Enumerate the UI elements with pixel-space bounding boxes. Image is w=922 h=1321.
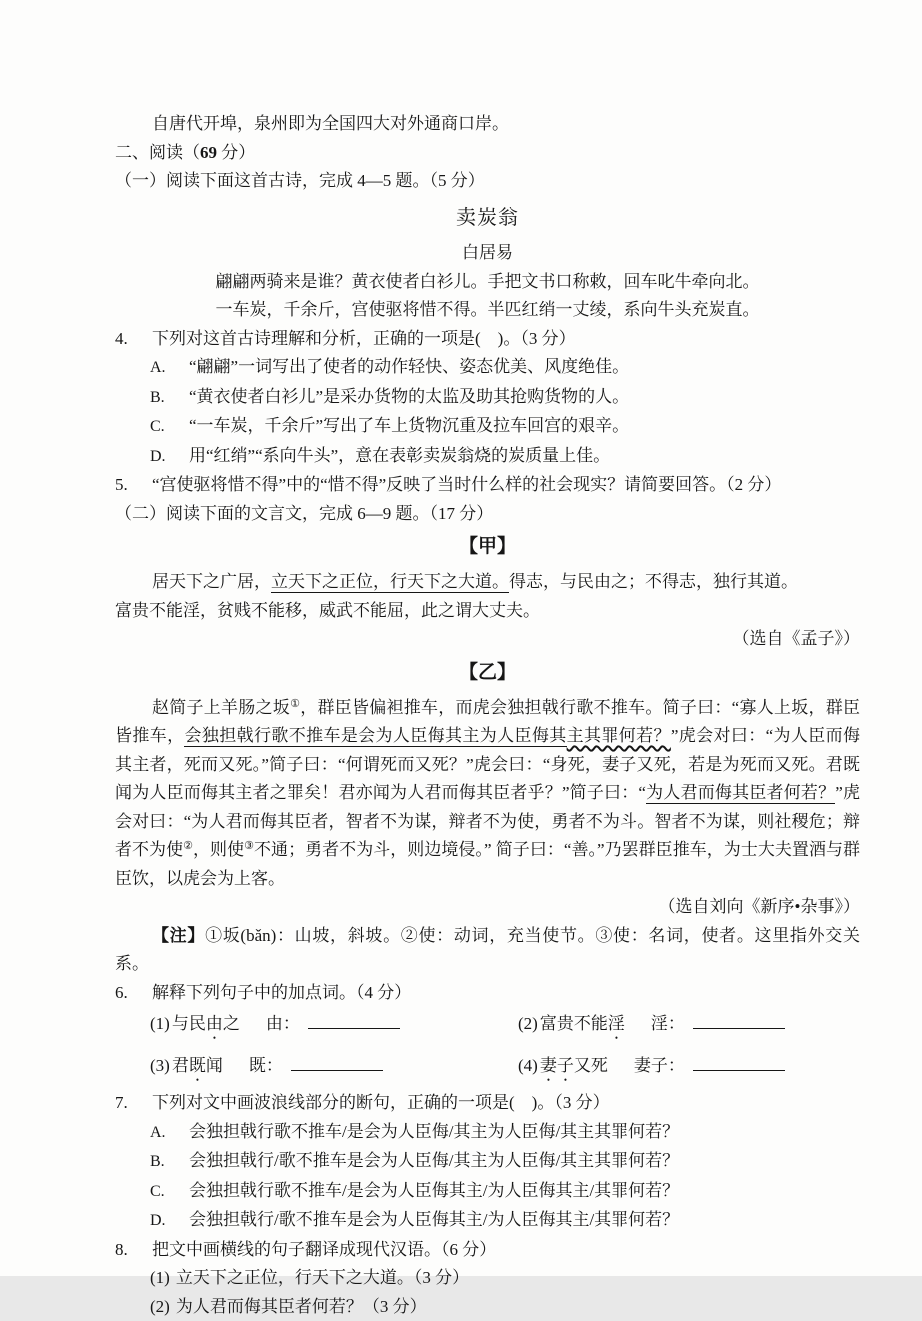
question-7 bbox=[115, 1089, 860, 1118]
option-letter: B. bbox=[150, 384, 189, 413]
option-text: “翩翩”一词写出了使者的动作轻快、姿态优美、风度绝佳。 bbox=[189, 353, 629, 382]
option-text: 会独担戟行歌不推车/是会为人臣侮/其主为人臣侮/其主其罪何若？ bbox=[189, 1118, 679, 1147]
item-phrase: 又死 bbox=[574, 1056, 608, 1075]
section-two-suffix: 分） bbox=[217, 143, 255, 162]
question-7-option-c bbox=[115, 1177, 860, 1207]
answer-blank bbox=[291, 1055, 383, 1071]
option-text: “一车炭，千余斤”写出了车上货物沉重及拉车回宫的艰辛。 bbox=[189, 412, 629, 441]
item-term: 由： bbox=[266, 1014, 300, 1033]
jia-segment: 富贵不能淫，贫贱不能移，威武不能屈，此之谓大丈夫。 bbox=[115, 601, 540, 620]
jia-segment: 得志，与民由之；不得志，独行其道。 bbox=[509, 572, 798, 591]
answer-blank bbox=[693, 1055, 785, 1071]
option-letter: D. bbox=[150, 1207, 189, 1236]
item-phrase: 与民 bbox=[172, 1014, 206, 1033]
emphasized-char: 妻子 bbox=[540, 1056, 574, 1075]
item-phrase: 君 bbox=[172, 1056, 189, 1075]
yi-segment: ”虎会对曰：“为人臣而侮其主者，死而又死。”简子曰：“何谓死而又死？”虎会曰：“身死，妻子又死，若是为死而又死。君既闻为人臣而侮其主者之罪矣！君亦闻为人君而侮其臣者乎？”简子曰：“ bbox=[115, 726, 860, 802]
question-5-number: 5. bbox=[115, 471, 152, 500]
question-7-option-b bbox=[115, 1147, 860, 1177]
option-letter: A. bbox=[150, 1119, 189, 1148]
passage-jia-header: 【甲】 bbox=[115, 531, 860, 563]
option-text: 用“红绡”“系向牛头”，意在表彰卖炭翁烧的炭质量上佳。 bbox=[189, 442, 610, 471]
yi-segment: 不通；勇者不为斗，则边境侵。” 简子曰：“善。”乃罢群臣推车，为士大夫置酒与群臣饮，以虎会为上客。 bbox=[115, 840, 860, 888]
poem-title: 卖炭翁 bbox=[115, 201, 860, 235]
passage-jia-source: （选自《孟子》） bbox=[115, 625, 860, 654]
option-letter: C. bbox=[150, 1178, 189, 1207]
footnote-marker-2: ② bbox=[183, 840, 193, 852]
item-phrase: 富贵不能 bbox=[540, 1014, 608, 1033]
passage-yi-header: 【乙】 bbox=[115, 657, 860, 689]
question-7-option-a bbox=[115, 1118, 860, 1148]
item-label: (2) bbox=[150, 1297, 170, 1316]
question-7-number: 7. bbox=[115, 1089, 152, 1118]
answer-blank bbox=[693, 1013, 785, 1029]
yi-segment: 赵简子上羊肠之坂 bbox=[152, 698, 290, 717]
question-8-stem: 把文中画横线的句子翻译成现代汉语。（6 分） bbox=[152, 1236, 860, 1265]
item-phrase: 闻 bbox=[206, 1056, 223, 1075]
question-5-stem: “宫使驱将惜不得”中的“惜不得”反映了当时什么样的社会现实？请简要回答。（2 分） bbox=[152, 471, 860, 500]
jia-segment: 居天下之广居， bbox=[152, 572, 271, 591]
question-8 bbox=[115, 1236, 860, 1265]
poem-line: 一车炭，千余斤，宫使驱将惜不得。半匹红绡一丈绫，系向牛头充炭直。 bbox=[115, 296, 860, 325]
yi-segment: ，则使 bbox=[193, 840, 244, 859]
footnote-marker-1: ① bbox=[290, 698, 300, 710]
question-8-number: 8. bbox=[115, 1236, 152, 1265]
question-6-item-1 bbox=[150, 1010, 518, 1043]
part-one-heading: （一）阅读下面这首古诗，完成 4—5 题。（5 分） bbox=[115, 167, 860, 196]
question-4-option-d bbox=[115, 442, 860, 472]
question-7-stem: 下列对文中画波浪线部分的断句，正确的一项是( )。（3 分） bbox=[152, 1089, 860, 1118]
emphasized-char: 由 bbox=[206, 1014, 223, 1033]
part-two-heading: （二）阅读下面的文言文，完成 6—9 题。（17 分） bbox=[115, 500, 860, 529]
question-6-number: 6. bbox=[115, 979, 152, 1008]
footnotes-text: ①坂(bǎn)：山坡，斜坡。②使：动词，充当使节。③使：名词，使者。这里指外交关系。 bbox=[115, 926, 860, 974]
item-text: 立天下之正位，行天下之大道。（3 分） bbox=[176, 1268, 469, 1287]
item-phrase: 之 bbox=[223, 1014, 240, 1033]
intro-line: 自唐代开埠，泉州即为全国四大对外通商口岸。 bbox=[115, 110, 860, 139]
option-text: 会独担戟行/歌不推车是会为人臣侮/其主为人臣侮/其主其罪何若？ bbox=[189, 1147, 679, 1176]
item-label: (4) bbox=[518, 1056, 538, 1075]
yi-segment: ”虎会对曰：“为人君而侮其臣者，智者不为谋，辩者不为使，勇者不为斗。智者不为谋，则社稷危；辩者不为使 bbox=[115, 783, 860, 859]
footnote-marker-3: ③ bbox=[244, 840, 254, 852]
yi-wavy-phrase-straight-part: 会独担戟行歌不推车是会为人臣侮其主为人臣侮其 bbox=[184, 726, 566, 747]
question-4-number: 4. bbox=[115, 325, 152, 354]
passage-yi-source: （选自刘向《新序•杂事》） bbox=[115, 893, 860, 922]
question-7-option-d bbox=[115, 1206, 860, 1236]
question-6-stem: 解释下列句子中的加点词。（4 分） bbox=[152, 979, 860, 1008]
option-letter: A. bbox=[150, 354, 189, 383]
option-text: 会独担戟行歌不推车/是会为人臣侮其主/为人臣侮其主/其罪何若？ bbox=[189, 1177, 679, 1206]
option-letter: B. bbox=[150, 1148, 189, 1177]
option-letter: D. bbox=[150, 443, 189, 472]
question-8-item-1 bbox=[115, 1264, 860, 1293]
question-4-option-b bbox=[115, 383, 860, 413]
question-6-item-4 bbox=[518, 1052, 860, 1085]
yi-segment: ，群臣皆偏袒推车，而虎会独担戟行歌不推车。简子曰：“寡人上坂，群臣皆推车， bbox=[115, 698, 860, 746]
item-label: (3) bbox=[150, 1056, 170, 1075]
yi-wavy-phrase-wavy-part: 主其罪何若？ bbox=[567, 726, 671, 745]
jia-underlined-sentence: 立天下之正位，行天下之大道。 bbox=[271, 572, 509, 593]
question-4-stem: 下列对这首古诗理解和分析，正确的一项是( )。（3 分） bbox=[152, 325, 860, 354]
item-label: (1) bbox=[150, 1268, 170, 1287]
item-term: 淫： bbox=[651, 1014, 685, 1033]
item-label: (1) bbox=[150, 1014, 170, 1033]
item-term: 既： bbox=[249, 1056, 283, 1075]
footnotes-label: 【注】 bbox=[152, 926, 205, 945]
question-6-item-2 bbox=[518, 1010, 860, 1043]
section-two-prefix: 二、阅读（ bbox=[115, 143, 200, 162]
question-5 bbox=[115, 471, 860, 500]
passage-yi-text bbox=[115, 694, 860, 894]
option-text: “黄衣使者白衫儿”是采办货物的太监及助其抢购货物的人。 bbox=[189, 383, 629, 412]
question-4 bbox=[115, 325, 860, 354]
item-term: 妻子： bbox=[634, 1056, 685, 1075]
option-letter: C. bbox=[150, 413, 189, 442]
question-8-item-2 bbox=[115, 1293, 860, 1321]
section-two-score: 69 bbox=[200, 143, 217, 162]
question-6-items bbox=[115, 1010, 860, 1085]
question-4-option-a bbox=[115, 353, 860, 383]
item-text: 为人君而侮其臣者何若？（3 分） bbox=[176, 1297, 427, 1316]
poem-author: 白居易 bbox=[115, 238, 860, 267]
yi-underlined-sentence: 为人君而侮其臣者何若？ bbox=[646, 783, 835, 804]
answer-blank bbox=[308, 1013, 400, 1029]
poem-line: 翩翩两骑来是谁？黄衣使者白衫儿。手把文书口称敕，回车叱牛牵向北。 bbox=[115, 268, 860, 297]
option-text: 会独担戟行/歌不推车是会为人臣侮其主/为人臣侮其主/其罪何若？ bbox=[189, 1206, 679, 1235]
emphasized-char: 既 bbox=[189, 1056, 206, 1075]
passage-jia-text bbox=[115, 568, 860, 625]
question-4-option-c bbox=[115, 412, 860, 442]
question-6-item-3 bbox=[150, 1052, 518, 1085]
question-6 bbox=[115, 979, 860, 1008]
section-two-heading bbox=[115, 139, 860, 168]
footnotes bbox=[115, 922, 860, 979]
item-label: (2) bbox=[518, 1014, 538, 1033]
emphasized-char: 淫 bbox=[608, 1014, 625, 1033]
